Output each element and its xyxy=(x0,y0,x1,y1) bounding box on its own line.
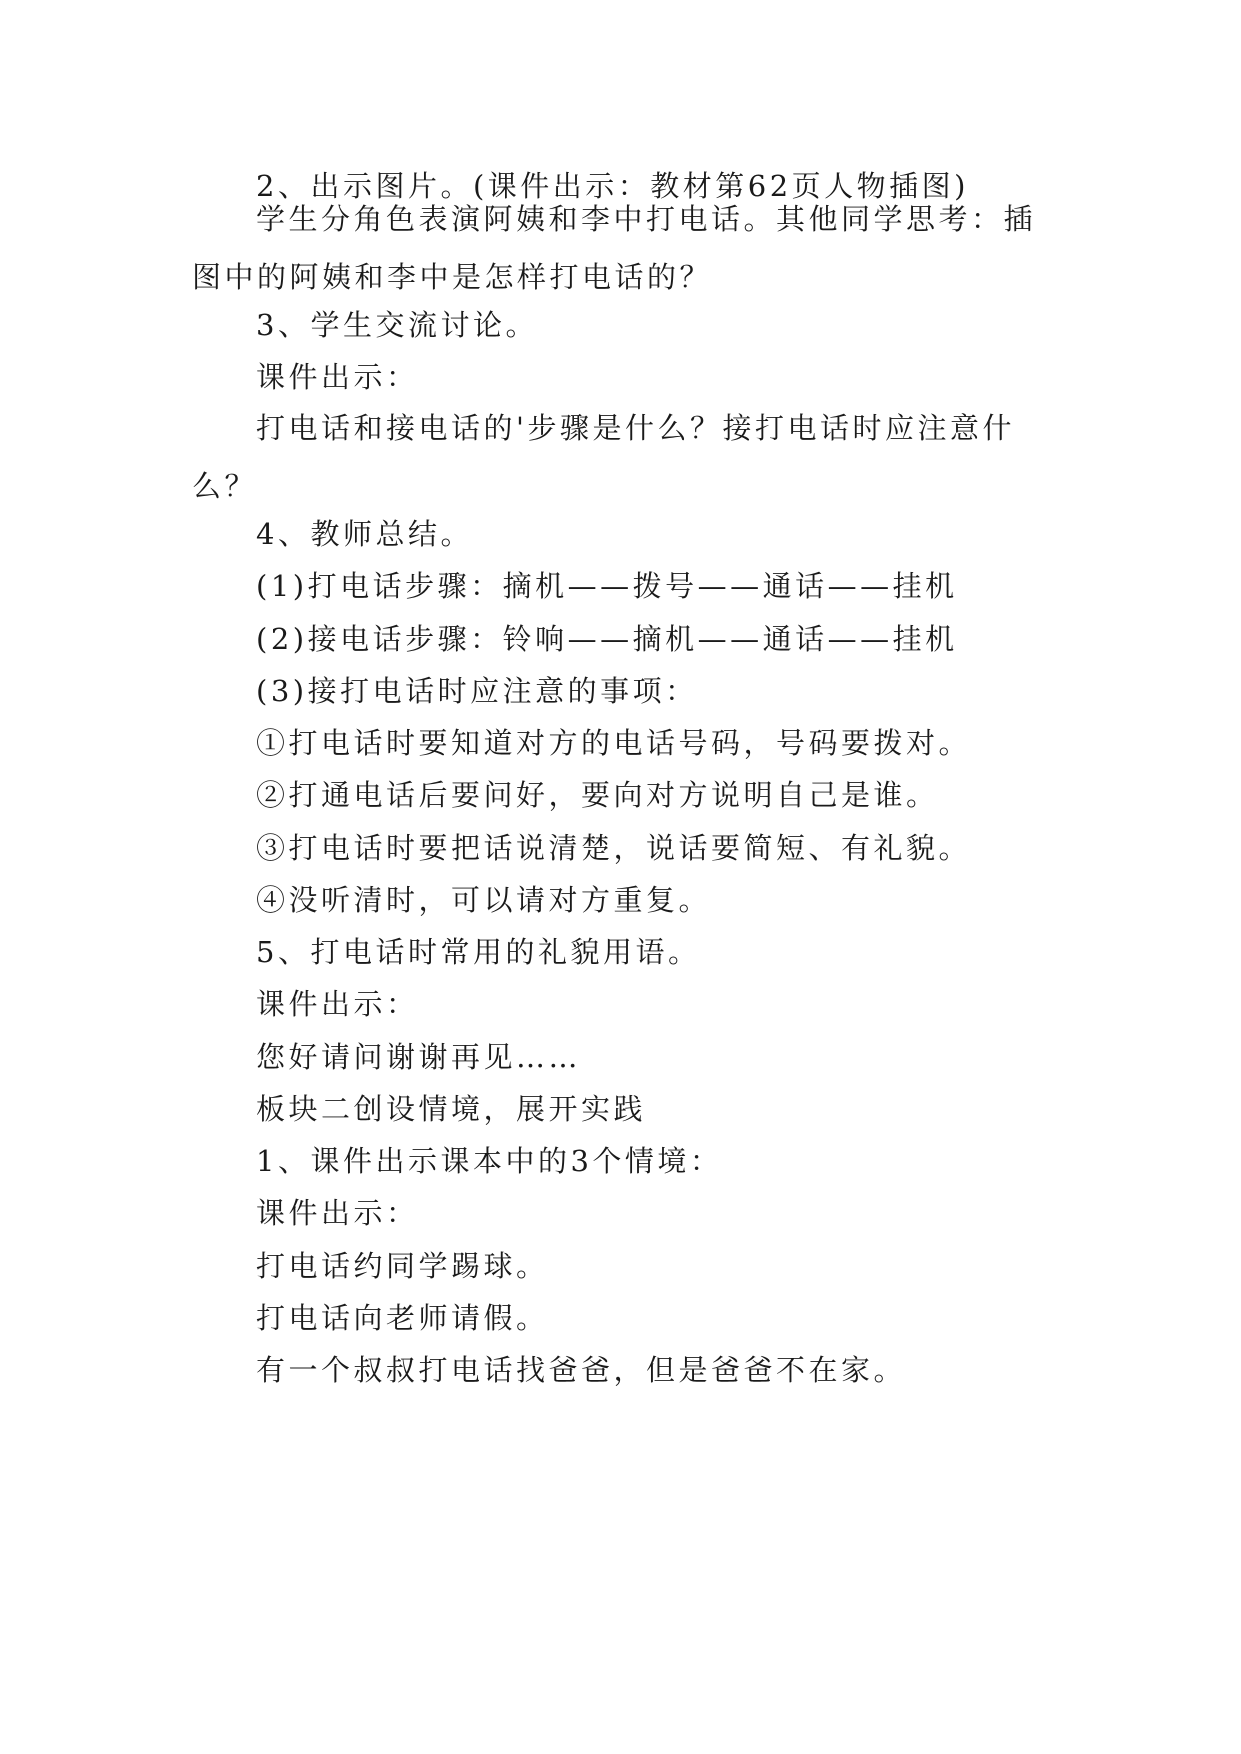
paragraph-21: 打电话向老师请假。 xyxy=(256,1301,549,1335)
paragraph-20: 打电话约同学踢球。 xyxy=(256,1249,549,1283)
paragraph-8: (2)接电话步骤：铃响——摘机——通话——挂机 xyxy=(256,622,958,656)
paragraph-18: 1、课件出示课本中的3个情境： xyxy=(256,1144,723,1178)
paragraph-14: 5、打电话时常用的礼貌用语。 xyxy=(256,935,701,969)
paragraph-6: 4、教师总结。 xyxy=(256,517,473,551)
paragraph-2: 学生分角色表演阿姨和李中打电话。其他同学思考：插图中的阿姨和李中是怎样打电话的？ xyxy=(192,202,1037,294)
paragraph-3: 3、学生交流讨论。 xyxy=(256,308,538,342)
paragraph-13: ④没听清时，可以请对方重复。 xyxy=(256,883,712,917)
paragraph-10: ①打电话时要知道对方的电话号码，号码要拨对。 xyxy=(256,726,972,760)
paragraph-22: 有一个叔叔打电话找爸爸，但是爸爸不在家。 xyxy=(256,1353,907,1387)
paragraph-9: (3)接打电话时应注意的事项： xyxy=(256,674,698,708)
paragraph-17: 板块二创设情境，展开实践 xyxy=(256,1092,647,1126)
paragraph-19: 课件出示： xyxy=(256,1196,419,1230)
paragraph-12: ③打电话时要把话说清楚，说话要简短、有礼貌。 xyxy=(256,831,972,865)
paragraph-1: 2、出示图片。(课件出示：教材第62页人物插图) xyxy=(256,169,969,203)
paragraph-11: ②打通电话后要问好，要向对方说明自己是谁。 xyxy=(256,778,939,812)
paragraph-15: 课件出示： xyxy=(256,987,419,1021)
paragraph-5: 打电话和接电话的'步骤是什么？接打电话时应注意什么？ xyxy=(192,411,1015,503)
paragraph-4: 课件出示： xyxy=(256,360,419,394)
paragraph-7: (1)打电话步骤：摘机——拨号——通话——挂机 xyxy=(256,569,958,603)
paragraph-16: 您好请问谢谢再见…… xyxy=(256,1040,582,1074)
